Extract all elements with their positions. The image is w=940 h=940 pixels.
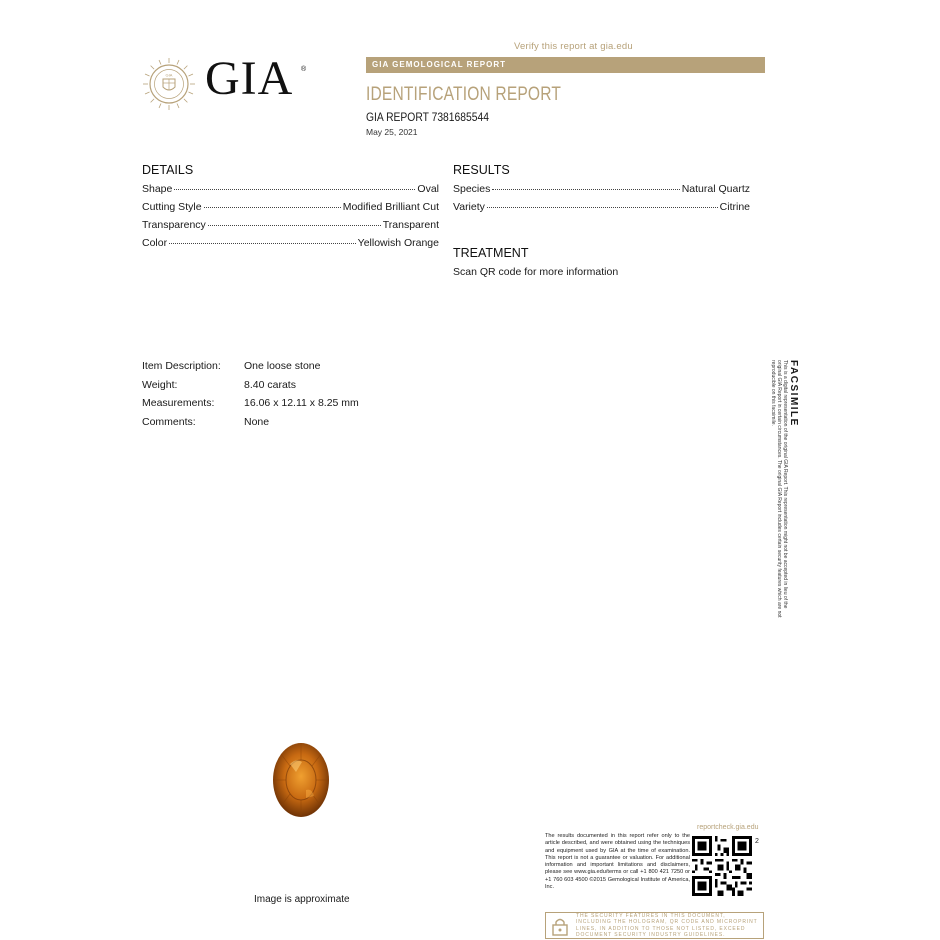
details-row-transparency	[142, 219, 439, 237]
report-title: IDENTIFICATION REPORT	[366, 84, 562, 105]
qr-code-icon[interactable]	[692, 836, 752, 896]
description-row	[142, 379, 359, 398]
details-row-shape	[142, 183, 439, 201]
detail-label: Cutting Style	[142, 201, 202, 213]
description-value: 16.06 x 12.11 x 8.25 mm	[244, 397, 359, 409]
description-value: None	[244, 415, 270, 428]
qr-page-number: 2	[755, 838, 759, 845]
facsimile-title: FACSIMILE	[788, 360, 799, 427]
detail-label: Color	[142, 237, 168, 249]
details-row-cutting-style	[142, 201, 439, 219]
results-row-species	[453, 183, 750, 201]
detail-value: Transparent	[382, 219, 439, 231]
description-section	[142, 360, 359, 434]
image-caption: Image is approximate	[254, 894, 350, 905]
treatment-heading: TREATMENT	[453, 246, 529, 260]
disclaimer-text: The results documented in this report refer only to the article described, and were obtained using the techniques and equipment used by GIA at the time of examination. This report is not a guarantee or valuation. For additional information and important limitations and disclaimers, please see www.gia.edu/terms or call +1 800 421 7250 or +1 760 603 4500 ©2015 Gemological Institute of America, Inc.	[545, 833, 690, 891]
report-number: GIA REPORT 7381685544	[366, 110, 489, 124]
description-label: Weight:	[142, 378, 178, 391]
detail-value: Oval	[417, 183, 439, 195]
security-text: THE SECURITY FEATURES IN THIS DOCUMENT, INCLUDING THE HOLOGRAM, QR CODE AND MICROPRINT LINES, IN ADDITION TO THOSE NOT LISTED, EXCEED DOCUMENT SECURITY INDUSTRY GUIDELINES.	[576, 912, 758, 938]
reportcheck-link[interactable]: reportcheck.gia.edu	[697, 824, 759, 831]
report-date: May 25, 2021	[366, 127, 418, 137]
detail-value: Modified Brilliant Cut	[342, 201, 439, 213]
result-value: Natural Quartz	[681, 183, 750, 195]
description-row	[142, 397, 359, 416]
registered-mark: ®	[301, 66, 307, 73]
result-label: Variety	[453, 201, 485, 213]
gia-logo: GIA	[205, 52, 294, 105]
gia-seal-icon	[142, 57, 196, 111]
seal-text: GIA	[165, 72, 173, 78]
description-label: Comments:	[142, 415, 196, 428]
detail-value: Yellowish Orange	[357, 237, 439, 249]
gemstone-image	[272, 742, 330, 818]
description-label: Measurements:	[142, 397, 215, 409]
result-value: Citrine	[719, 201, 750, 213]
detail-label: Transparency	[142, 219, 206, 231]
results-section	[453, 183, 750, 219]
security-notice	[545, 912, 764, 939]
description-label: Item Description:	[142, 360, 221, 372]
details-row-color	[142, 237, 439, 255]
results-heading: RESULTS	[453, 163, 510, 177]
lock-icon	[549, 915, 571, 937]
verify-link[interactable]: Verify this report at gia.edu	[514, 41, 633, 52]
details-section	[142, 183, 439, 255]
facsimile-text: This is a digital representation of the original GIA Report. This representation might not be accepted in lieu of the original GIA Report in certain circumstances. The original GIA Report includes certain security features which are not reproducible on this facsimile.	[770, 360, 788, 618]
result-label: Species	[453, 183, 491, 195]
detail-label: Shape	[142, 183, 173, 195]
description-value: One loose stone	[244, 360, 321, 372]
report-banner: GIA GEMOLOGICAL REPORT	[366, 57, 765, 73]
details-heading: DETAILS	[142, 163, 194, 177]
treatment-text: Scan QR code for more information	[453, 266, 619, 278]
facsimile-notice	[770, 360, 799, 620]
description-row	[142, 360, 359, 379]
results-row-variety	[453, 201, 750, 219]
description-row	[142, 416, 359, 435]
description-value: 8.40 carats	[244, 378, 296, 391]
